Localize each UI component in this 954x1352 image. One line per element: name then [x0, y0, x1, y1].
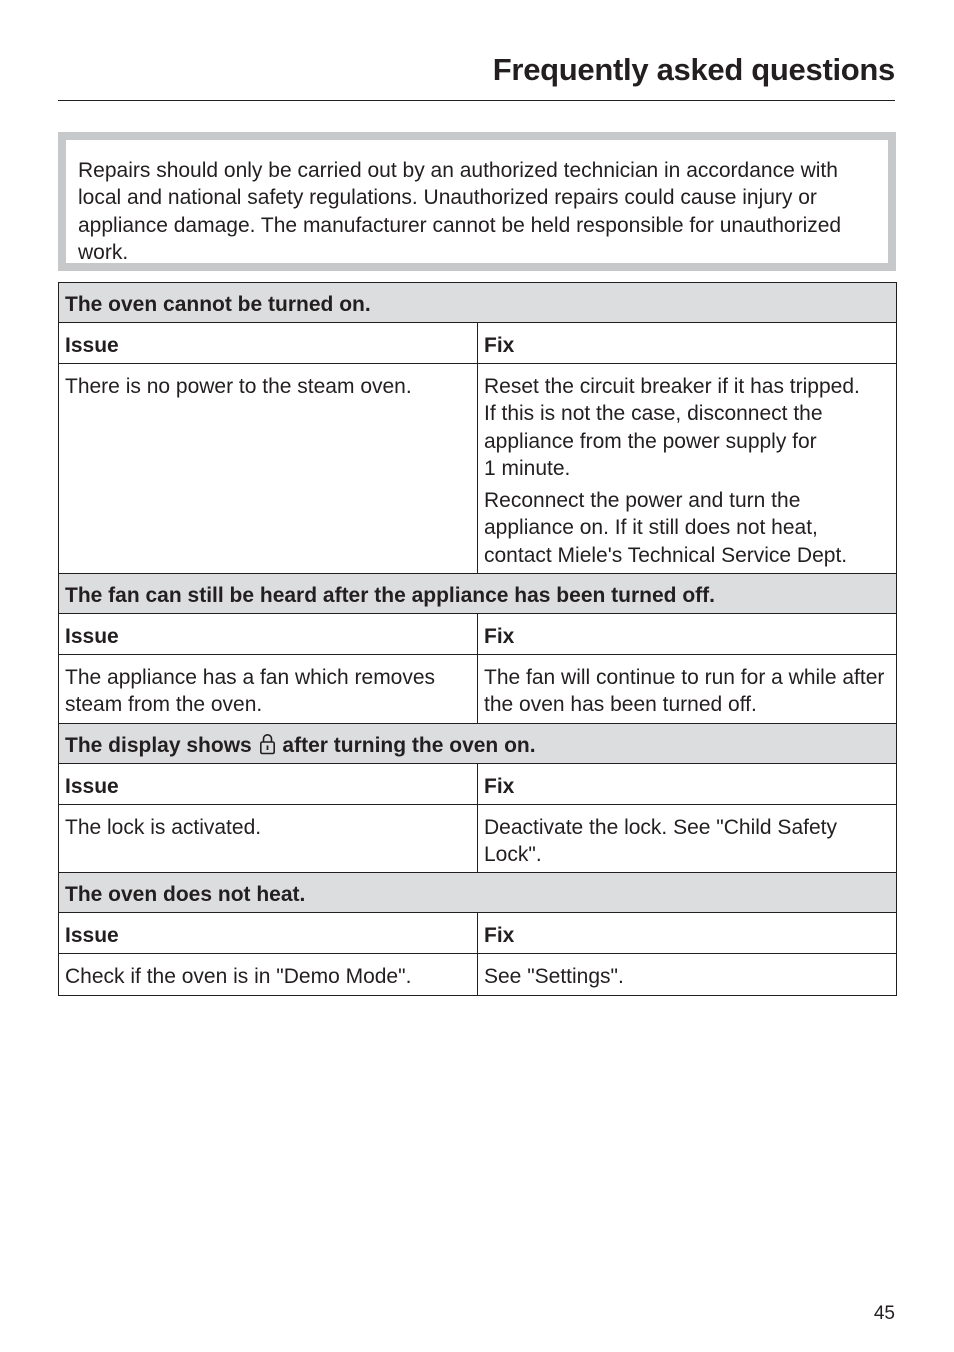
section-heading-text: The oven cannot be turned on.: [59, 283, 897, 323]
fix-column-header: Fix: [478, 323, 897, 364]
faq-table: [58, 282, 897, 996]
column-header-row: [59, 913, 897, 954]
fix-paragraph: [484, 487, 890, 569]
fix-cell: See "Settings".: [478, 954, 897, 995]
fix-cell: Deactivate the lock. See "Child Safety Lock".: [478, 804, 897, 873]
table-row: [59, 655, 897, 724]
faq-section-heading: [59, 723, 897, 763]
title-divider: [58, 100, 895, 101]
heading-text-after-icon: after turning the oven on.: [282, 733, 536, 757]
table-row: [59, 364, 897, 574]
lock-icon: [259, 733, 276, 755]
column-header-row: [59, 614, 897, 655]
table-row: [59, 804, 897, 873]
column-header-row: [59, 323, 897, 364]
section-heading-text: The fan can still be heard after the appliance has been turned off.: [59, 574, 897, 614]
fix-column-header: Fix: [478, 614, 897, 655]
fix-line: Reset the circuit breaker if it has tripped. If this is not the case, disconnect the appliance from the power supply for 1 minute.: [484, 375, 860, 480]
fix-cell: The fan will continue to run for a while after the oven has been turned off.: [478, 655, 897, 724]
issue-column-header: Issue: [59, 763, 478, 804]
page-title: Frequently asked questions: [492, 52, 895, 87]
page-number: 45: [873, 1303, 895, 1324]
issue-cell: The lock is activated.: [59, 804, 478, 873]
fix-cell: [478, 364, 897, 574]
warning-box: [58, 132, 896, 271]
table-row: [59, 954, 897, 995]
heading-text-before-icon: The display shows: [65, 733, 252, 757]
section-heading-text: The oven does not heat.: [59, 873, 897, 913]
fix-column-header: Fix: [478, 763, 897, 804]
warning-text: Repairs should only be carried out by an authorized technician in accordance with local and national safety regulations. Unauthorized repairs could cause injury or appliance damage. The manufacturer cannot be held responsible for unauthorized work.: [66, 140, 888, 263]
issue-cell: There is no power to the steam oven.: [59, 364, 478, 574]
fix-paragraph: [484, 373, 890, 482]
issue-column-header: Issue: [59, 323, 478, 364]
issue-column-header: Issue: [59, 913, 478, 954]
column-header-row: [59, 763, 897, 804]
issue-cell: Check if the oven is in "Demo Mode".: [59, 954, 478, 995]
issue-column-header: Issue: [59, 614, 478, 655]
faq-section-heading: [59, 574, 897, 614]
faq-section-heading: [59, 283, 897, 323]
section-heading-text: [59, 723, 897, 763]
fix-line: Reconnect the power and turn the appliance on. If it still does not heat, contact Miele's Technical Service Dept.: [484, 489, 848, 567]
fix-column-header: Fix: [478, 913, 897, 954]
issue-cell: The appliance has a fan which removes steam from the oven.: [59, 655, 478, 724]
faq-section-heading: [59, 873, 897, 913]
